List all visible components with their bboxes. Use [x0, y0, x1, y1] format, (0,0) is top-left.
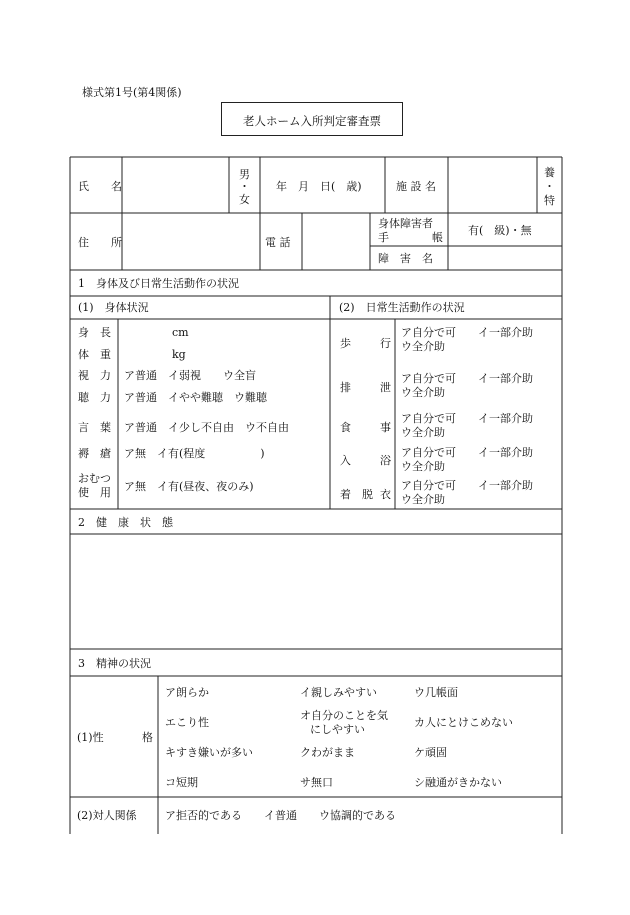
form-number: 様式第1号(第4関係)	[82, 86, 182, 99]
adl-meal-line2: ウ全介助	[401, 426, 445, 439]
diaper-options: ア無 イ有(昼夜、夜のみ)	[124, 480, 254, 493]
relations-label: (2)対人関係	[77, 809, 137, 822]
adl-dress-line2: ウ全介助	[401, 493, 445, 506]
personality-item: ウ几帳面	[414, 686, 458, 699]
adl-label-walk-b: 行	[380, 337, 391, 350]
weight-unit: kg	[172, 348, 186, 361]
adl-toilet-line2: ウ全介助	[401, 386, 445, 399]
section3-heading: 3 精神の状況	[78, 657, 151, 670]
speech-label: 言 葉	[78, 421, 111, 434]
adl-label-meal-b: 事	[380, 421, 391, 434]
weight-label: 体 重	[78, 348, 111, 361]
adl-walk-line2: ウ全介助	[401, 340, 445, 353]
diaper-label-2: 使 用	[78, 486, 111, 499]
personality-item-line2: にしやすい	[310, 723, 365, 736]
care-type-1: 養	[544, 166, 555, 179]
adl-label-bath-b: 浴	[380, 454, 391, 467]
adl-label-meal-a: 食	[340, 421, 351, 434]
personality-label-a: (1)性	[77, 731, 104, 744]
adl-label-toilet-b: 泄	[380, 381, 391, 394]
adl-walk-line1: ア自分で可 イ一部介助	[401, 326, 533, 339]
personality-item: ア朗らか	[165, 686, 209, 699]
personality-item: キすき嫌いが多い	[165, 746, 253, 759]
personality-item: ケ頑固	[414, 746, 447, 759]
adl-dress-line1: ア自分で可 イ一部介助	[401, 479, 533, 492]
personality-item: コ短期	[165, 776, 198, 789]
facility-label: 施 設 名	[396, 180, 436, 193]
adl-label-bath-a: 入	[340, 454, 351, 467]
adl-toilet-line1: ア自分で可 イ一部介助	[401, 372, 533, 385]
care-type-2: 特	[544, 194, 555, 207]
disability-cert-value: 有( 級)・無	[468, 224, 532, 237]
adl-label-walk-a: 歩	[340, 337, 351, 350]
sex-male: 男	[239, 168, 250, 181]
relations-options: ア拒否的である イ普通 ウ協調的である	[165, 809, 396, 822]
adl-label-dress-b: 衣	[380, 488, 391, 501]
disability-cert-label-1: 身体障害者	[378, 217, 433, 230]
form-title: 老人ホーム入所判定審査票	[243, 114, 381, 128]
sex-female: 女	[239, 193, 250, 206]
disability-cert-label-2a: 手	[378, 231, 389, 244]
adl-label-toilet-a: 排	[340, 381, 351, 394]
sex-dot: ・	[239, 180, 250, 193]
bedsore-options: ア無 イ有(程度 )	[124, 447, 265, 460]
vision-label: 視 力	[78, 369, 111, 382]
personality-item: シ融通がきかない	[414, 776, 502, 789]
personality-item: サ無口	[300, 776, 333, 789]
personality-item: イ親しみやすい	[300, 686, 377, 699]
title-box	[221, 102, 403, 136]
speech-options: ア普通 イ少し不自由 ウ不自由	[124, 421, 289, 434]
name-label: 氏 名	[78, 180, 122, 193]
body-status-heading: (1) 身体状況	[78, 301, 149, 314]
height-unit: cm	[172, 326, 189, 339]
section2-heading: 2 健 康 状 態	[78, 516, 173, 529]
personality-label-b: 格	[142, 731, 153, 744]
care-dot: ・	[544, 180, 555, 193]
personality-item: クわがまま	[300, 746, 355, 759]
personality-item: オ自分のことを気	[300, 709, 388, 722]
personality-item: エこり性	[165, 716, 209, 729]
disability-cert-label-2b: 帳	[432, 231, 443, 244]
hearing-label: 聴 力	[78, 391, 111, 404]
address-label: 住 所	[78, 236, 122, 249]
birth-date: 年 月 日( 歳)	[276, 180, 362, 193]
bedsore-label: 褥 瘡	[78, 447, 111, 460]
vision-options: ア普通 イ弱視 ウ全盲	[124, 369, 256, 382]
height-label: 身 長	[78, 326, 111, 339]
hearing-options: ア普通 イやや難聴 ウ難聴	[124, 391, 267, 404]
adl-bath-line2: ウ全介助	[401, 460, 445, 473]
adl-bath-line1: ア自分で可 イ一部介助	[401, 446, 533, 459]
diaper-label-1: おむつ	[78, 472, 111, 485]
adl-heading: (2) 日常生活動作の状況	[339, 301, 465, 314]
personality-item: カ人にとけこめない	[414, 716, 513, 729]
disability-name-label: 障 害 名	[378, 252, 433, 265]
section1-heading: 1 身体及び日常生活動作の状況	[78, 277, 239, 290]
adl-meal-line1: ア自分で可 イ一部介助	[401, 412, 533, 425]
phone-label: 電 話	[265, 236, 291, 249]
adl-label-dress-a: 着 脱	[340, 488, 373, 501]
